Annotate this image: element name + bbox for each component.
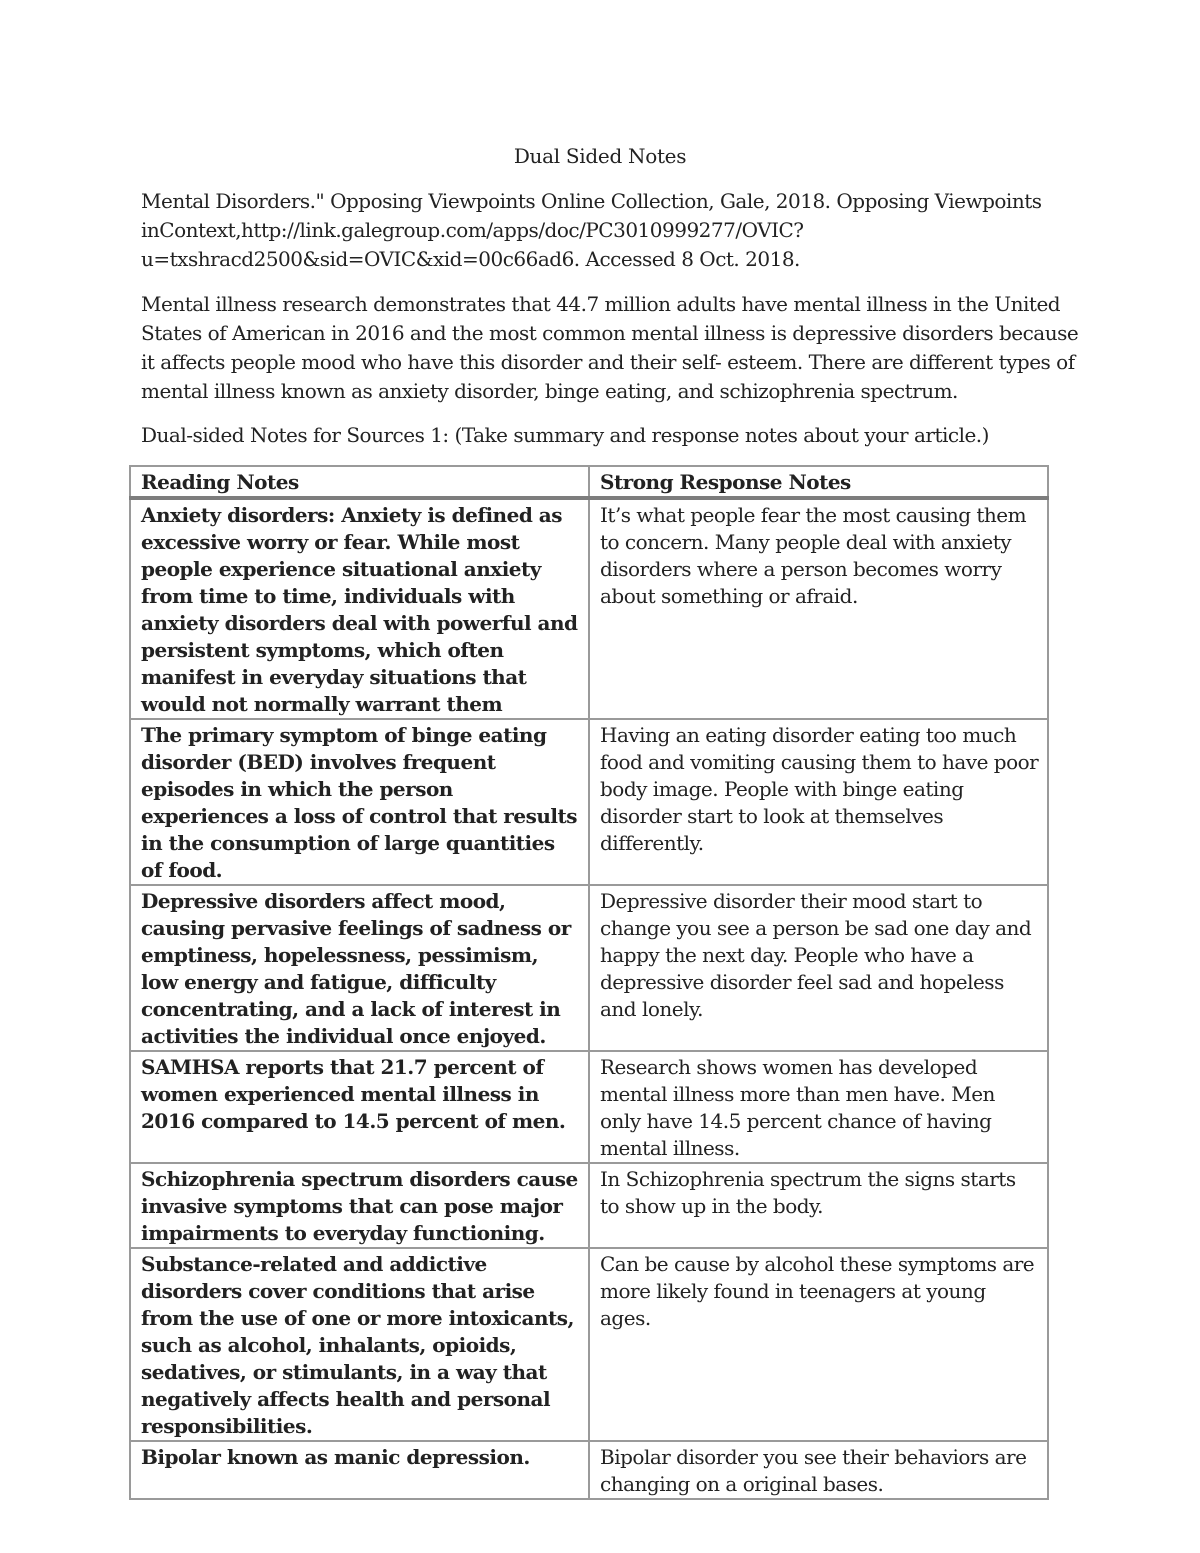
table-header-row — [130, 466, 1048, 498]
citation-line: u=txshracd2500&sid=OVIC&xid=00c66ad6. Accessed 8 Oct. 2018. — [141, 247, 800, 271]
table-row — [130, 1051, 1048, 1163]
table-row — [130, 498, 1048, 719]
citation-line: Mental Disorders." Opposing Viewpoints Online Collection, Gale, 2018. Opposing Viewpoints — [141, 189, 1042, 213]
summary-line: it affects people mood who have this disorder and their self- esteem. There are different types of — [141, 350, 1075, 374]
summary-line: Mental illness research demonstrates that 44.7 million adults have mental illness in the United — [141, 292, 1061, 316]
document-title: Dual Sided Notes — [513, 144, 687, 168]
reading-note-cell: Schizophrenia spectrum disorders cause invasive symptoms that can pose major impairments to everyday functioning. — [130, 1163, 589, 1248]
summary-line: States of American in 2016 and the most common mental illness is depressive disorders because — [141, 321, 1079, 345]
response-notes-header: Strong Response Notes — [589, 466, 1048, 498]
instruction-text: Dual-sided Notes for Sources 1: (Take summary and response notes about your article.) — [141, 423, 989, 447]
reading-note-cell: Substance-related and addictive disorders cover conditions that arise from the use of one or more intoxicants, such as alcohol, inhalants, opioids, sedatives, or stimulants, in a way that negatively affects health and personal responsibilities. — [130, 1248, 589, 1441]
summary-line: mental illness known as anxiety disorder, binge eating, and schizophrenia spectrum. — [141, 379, 958, 403]
notes-table — [129, 465, 1049, 1500]
table-row — [130, 1248, 1048, 1441]
summary-paragraph — [141, 290, 1079, 406]
table-row — [130, 885, 1048, 1051]
reading-note-cell: SAMHSA reports that 21.7 percent of women experienced mental illness in 2016 compared to 14.5 percent of men. — [130, 1051, 589, 1163]
reading-note-cell: Anxiety disorders: Anxiety is defined as excessive worry or fear. While most people experience situational anxiety from time to time, individuals with anxiety disorders deal with powerful and persistent symptoms, which often manifest in everyday situations that would not normally warrant them — [130, 498, 589, 719]
response-note-cell: It’s what people fear the most causing them to concern. Many people deal with anxiety disorders where a person becomes worry about something or afraid. — [589, 498, 1048, 719]
response-note-cell: Bipolar disorder you see their behaviors are changing on a original bases. — [589, 1441, 1048, 1499]
response-note-cell: Research shows women has developed mental illness more than men have. Men only have 14.5 percent chance of having mental illness. — [589, 1051, 1048, 1163]
table-row — [130, 719, 1048, 885]
response-note-cell: In Schizophrenia spectrum the signs starts to show up in the body. — [589, 1163, 1048, 1248]
response-note-cell: Can be cause by alcohol these symptoms are more likely found in teenagers at young ages. — [589, 1248, 1048, 1441]
citation-line: inContext,http://link.galegroup.com/apps/doc/PC3010999277/OVIC? — [141, 218, 804, 242]
reading-note-cell: Bipolar known as manic depression. — [130, 1441, 589, 1499]
table-row — [130, 1441, 1048, 1499]
reading-notes-header: Reading Notes — [130, 466, 589, 498]
table-row — [130, 1163, 1048, 1248]
response-note-cell: Having an eating disorder eating too much food and vomiting causing them to have poor body image. People with binge eating disorder start to look at themselves differently. — [589, 719, 1048, 885]
reading-note-cell: Depressive disorders affect mood, causing pervasive feelings of sadness or emptiness, hopelessness, pessimism, low energy and fatigue, difficulty concentrating, and a lack of interest in activities the individual once enjoyed. — [130, 885, 589, 1051]
citation — [141, 187, 1061, 274]
response-note-cell: Depressive disorder their mood start to change you see a person be sad one day and happy the next day. People who have a depressive disorder feel sad and hopeless and lonely. — [589, 885, 1048, 1051]
reading-note-cell: The primary symptom of binge eating disorder (BED) involves frequent episodes in which the person experiences a loss of control that results in the consumption of large quantities of food. — [130, 719, 589, 885]
